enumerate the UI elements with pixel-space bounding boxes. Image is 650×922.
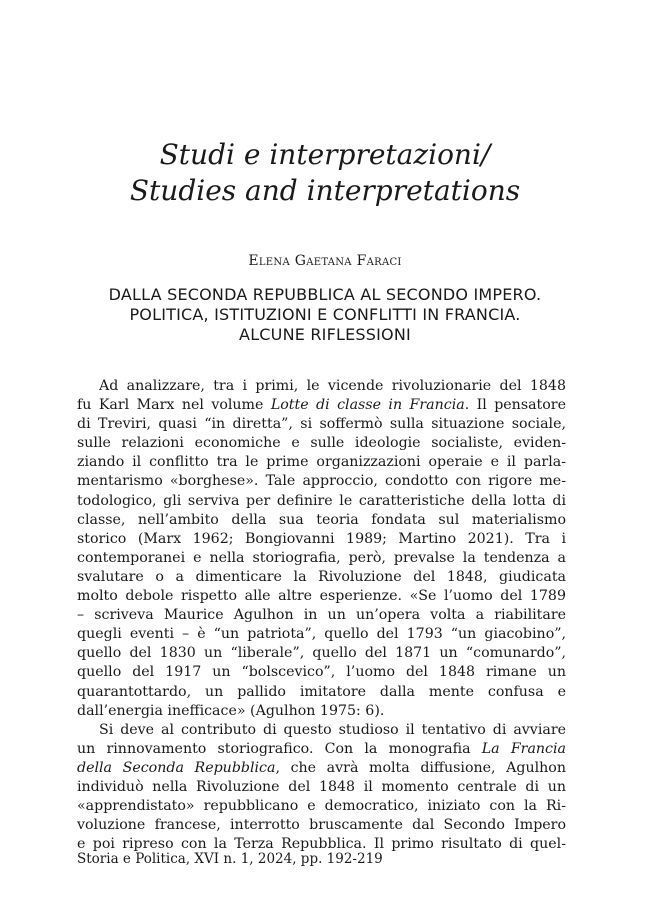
journal-footer: Storia e Politica, XVI n. 1, 2024, pp. 192-219 (77, 851, 383, 867)
book-title-italic: della Seconda Repubblica (77, 759, 276, 776)
article-title (40, 285, 610, 345)
body-line: di Treviri, quasi “in diretta”, si soffermò sulla situazione sociale, (77, 416, 566, 433)
body-line: Ad analizzare, tra i primi, le vicende rivoluzionarie del 1848 (99, 378, 566, 394)
body-line: ziando il conflitto tra le prime organizzazioni operaie e il parla- (77, 454, 566, 471)
body-line: storico (Marx 1962; Bongiovanni 1989; Martino 2021). Tra i (77, 530, 566, 547)
article-title-line-1: DALLA SECONDA REPUBBLICA AL SECONDO IMPERO. (108, 285, 542, 304)
body-line (77, 396, 566, 415)
body-text-run: . Il pensatore (464, 397, 566, 414)
body-line: voluzione francese, interrotto bruscamente dal Secondo Impero (77, 817, 566, 834)
body-line (77, 759, 566, 778)
body-line: quegli eventi – è “un patriota”, quello del 1793 “un giacobino”, (77, 626, 566, 643)
body-line: contemporanei e nella storiografia, però, prevalse la tendenza a (77, 549, 566, 566)
body-line: quarantottardo, un pallido imitatore dalla mente confusa e (77, 683, 566, 700)
body-line: quello del 1830 un “liberale”, quello del 1871 un “comunardo”, (77, 645, 566, 662)
section-title-line-2: Studies and interpretations (129, 174, 521, 207)
section-title-line-1: Studi e interpretazioni/ (159, 138, 491, 171)
author-name: Elena Gaetana Faraci (248, 253, 402, 269)
body-line: todologico, gli serviva per definire le caratteristiche della lotta di (77, 492, 566, 509)
body-line: Si deve al contributo di questo studioso il tentativo di avviare (99, 721, 566, 738)
book-title-italic: La Francia (481, 740, 566, 757)
body-line: dall’energia inefficace» (Agulhon 1975: 6). (77, 702, 385, 719)
body-line: individuò nella Rivoluzione del 1848 il momento centrale di un (77, 778, 566, 795)
section-title (0, 137, 650, 209)
body-text-run: , che avrà molta diffusione, Agulhon (275, 759, 566, 776)
article-title-line-2: POLITICA, ISTITUZIONI E CONFLITTI IN FRANCIA. (129, 305, 521, 324)
article-title-line-3: ALCUNE RIFLESSIONI (239, 325, 411, 344)
body-line: sulle relazioni economiche e sulle ideologie socialiste, eviden- (77, 435, 566, 452)
body-text-run: fu Karl Marx nel volume (77, 397, 271, 414)
body-text (77, 377, 566, 854)
body-line: «apprendistato» repubblicano e democratico, iniziato con la Ri- (77, 798, 566, 815)
body-line: mentarismo «borghese». Tale approccio, condotto con rigore me- (77, 473, 566, 490)
body-line (77, 740, 566, 759)
body-line: svalutare o a dimenticare la Rivoluzione del 1848, giudicata (77, 568, 566, 585)
body-line: e poi ripreso con la Terza Repubblica. Il primo risultato di quel- (77, 836, 566, 853)
body-line: quello del 1917 un “bolscevico”, l’uomo del 1848 rimane un (77, 664, 566, 681)
body-text-run: un rinnovamento storiografico. Con la monografia (77, 740, 482, 757)
body-line: classe, nell’ambito della sua teoria fondata sul materialismo (77, 511, 566, 528)
body-line: molto debole rispetto alle altre esperienze. «Se l’uomo del 1789 (77, 588, 566, 605)
body-line: – scriveva Maurice Agulhon in un un’opera volta a riabilitare (77, 607, 566, 624)
book-title-italic: Lotte di classe in Francia (270, 397, 465, 414)
